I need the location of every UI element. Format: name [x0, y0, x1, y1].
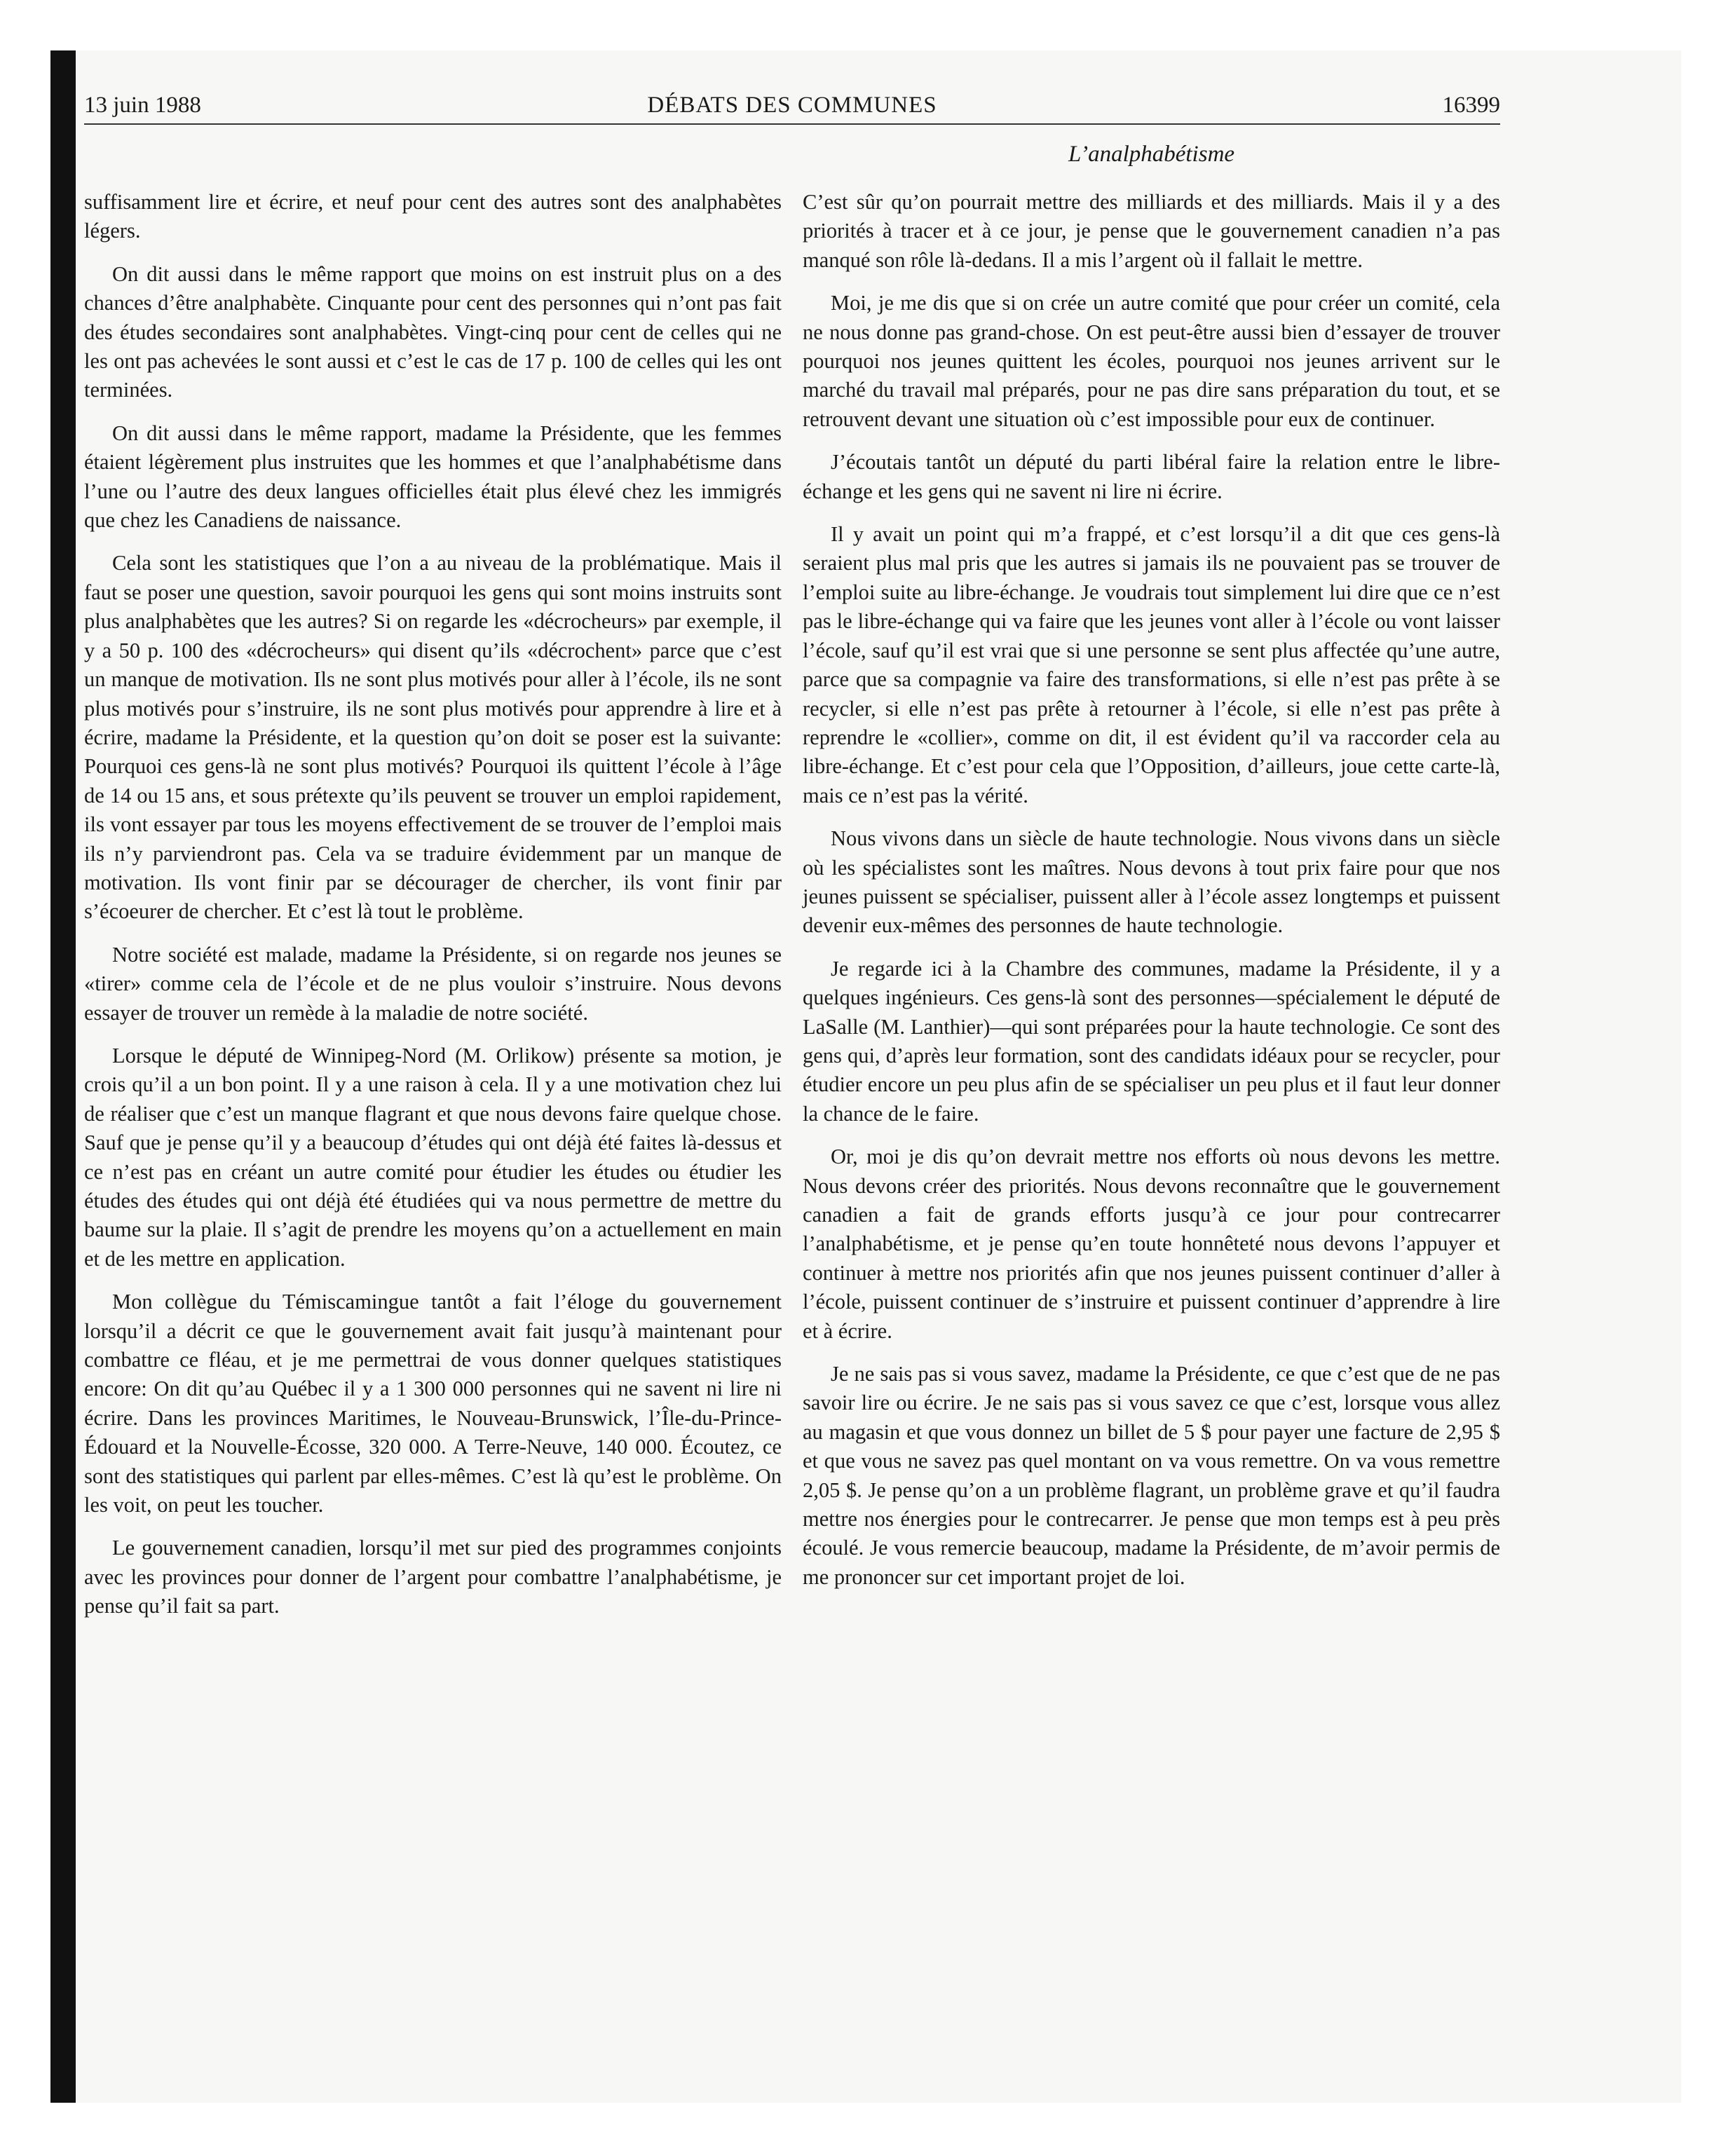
scan-edge-bar	[50, 50, 76, 2103]
paragraph: Or, moi je dis qu’on devrait mettre nos efforts où nous devons les mettre. Nous devons créer des priorités. Nous devons reconnaître que le gouvernement canadien a fait de grands efforts jusqu’à ce jour pour contrecarrer l’analphabétisme, et je pense qu’en toute honnêteté nous devons l’appuyer et continuer à mettre nos priorités afin que nos jeunes puissent continuer d’aller à l’école, puissent continuer de s’instruire et puissent continuer d’apprendre à lire et à écrire.	[803, 1145, 1500, 1343]
paragraph: Je ne sais pas si vous savez, madame la Présidente, ce que c’est que de ne pas savoir lire ou écrire. Je ne sais pas si vous savez ce que c’est, lorsque vous allez au magasin et que vous donnez un billet de 5 $ pour payer une facture de 2,95 $ et que vous ne savez pas quel montant on va vous remettre. On va vous remettre 2,05 $. Je pense qu’on a un problème flagrant, un problème grave et qu’il faudra mettre nos énergies pour le contrecarrer. Je pense que mon temps est à peu près écoulé. Je vous remercie beaucoup, madame la Présidente, de m’avoir permis de me prononcer sur cet important projet de loi.	[803, 1362, 1500, 1589]
left-column	[84, 188, 782, 1635]
right-column	[803, 188, 1500, 1606]
subject-heading: L’analphabétisme	[1068, 142, 1235, 167]
paragraph: Nous vivons dans un siècle de haute technologie. Nous vivons dans un siècle où les spécialistes sont les maîtres. Nous devons à tout prix faire pour que nos jeunes puissent se spécialiser, puissent aller à l’école assez longtemps et puissent devenir eux-mêmes des personnes de haute technologie.	[803, 826, 1500, 938]
paragraph: Mon collègue du Témiscamingue tantôt a fait l’éloge du gouvernement lorsqu’il a décrit ce que le gouvernement avait fait jusqu’à maintenant pour combattre ce fléau, et je me permettrai de vous donner quelques statistiques encore: On dit qu’au Québec il y a 1 300 000 personnes qui ne savent ni lire ni écrire. Dans les provinces Maritimes, le Nouveau-Brunswick, l’Île-du-Prince-Édouard et la Nouvelle-Écosse, 320 000. A Terre-Neuve, 140 000. Écoutez, ce sont des statistiques qui parlent par elles-mêmes. C’est là qu’est le problème. On les voit, on peut les toucher.	[84, 1290, 782, 1517]
paragraph: Lorsque le député de Winnipeg-Nord (M. Orlikow) présente sa motion, je crois qu’il a un bon point. Il y a une raison à cela. Il y a une motivation chez lui de réaliser que c’est un manque flagrant et que nous devons faire quelque chose. Sauf que je pense qu’il y a beaucoup d’études qui ont déjà été faites là-dessus et ce n’est pas en créant un autre comité pour étudier les études ou étudier les études des études qui ont déjà été étudiées qui va nous permettre de mettre du baume sur la plaie. Il s’agit de prendre les moyens qu’on a actuellement en main et de les mettre en application.	[84, 1043, 782, 1271]
paragraph: Il y avait un point qui m’a frappé, et c’est lorsqu’il a dit que ces gens-là seraient plus mal pris que les autres si jamais ils ne pouvaient pas se trouver de l’emploi suite au libre-échange. Je voudrais tout simplement lui dire que ce n’est pas le libre-échange qui va faire que les jeunes vont aller à l’école ou vont laisser l’école, sauf qu’il est vrai que si une personne se sent plus affectée qu’une autre, parce que sa compagnie va faire des transformations, si elle n’est pas prête à se recycler, si elle n’est pas prête à retourner à l’école, si elle n’est pas prête à reprendre le «collier», comme on dit, il est évident qu’il va raccorder cela au libre-échange. Et c’est pour cela que l’Opposition, d’ailleurs, joue cette carte-là, mais ce n’est pas la vérité.	[803, 522, 1500, 807]
paragraph: C’est sûr qu’on pourrait mettre des milliards et des milliards. Mais il y a des priorités à tracer et à ce jour, je pense que le gouvernement canadien n’a pas manqué son rôle là-dedans. Il a mis l’argent où il fallait le mettre.	[803, 190, 1500, 272]
header-date: 13 juin 1988	[84, 93, 201, 118]
paragraph: On dit aussi dans le même rapport, madame la Présidente, que les femmes étaient légèrement plus instruites que les hommes et que l’analphabétisme dans l’une ou l’autre des deux langues officielles était plus élevé chez les immigrés que chez les Canadiens de naissance.	[84, 421, 782, 533]
page-header	[84, 91, 1500, 125]
paragraph: suffisamment lire et écrire, et neuf pour cent des autres sont des analphabètes légers.	[84, 190, 782, 243]
paragraph: Cela sont les statistiques que l’on a au niveau de la problématique. Mais il faut se poser une question, savoir pourquoi les gens qui sont moins instruits sont plus analphabètes que les autres? Si on regarde les «décrocheurs» par exemple, il y a 50 p. 100 des «décrocheurs» qui disent qu’ils «décrochent» parce que c’est un manque de motivation. Ils ne sont plus motivés pour aller à l’école, ils ne sont plus motivés pour s’instruire, ils ne sont plus motivés pour apprendre à lire et à écrire, madame la Présidente, et la question qu’on doit se poser est la suivante: Pourquoi ces gens-là ne sont plus motivés? Pourquoi ils quittent l’école à l’âge de 14 ou 15 ans, et sous prétexte qu’ils peuvent se trouver un emploi rapidement, ils vont essayer par tous les moyens effectivement de se trouver de l’emploi mais ils n’y parviendront pas. Cela va se traduire évidemment par un manque de motivation. Ils vont finir par se décourager de chercher, ils vont finir par s’écoeurer de chercher. Et c’est là tout le problème.	[84, 551, 782, 924]
paragraph: Je regarde ici à la Chambre des communes, madame la Présidente, il y a quelques ingénieurs. Ces gens-là sont des personnes—spécialement le député de LaSalle (M. Lanthier)—qui sont préparées pour la haute technologie. Ce sont des gens qui, d’après leur formation, sont des candidats idéaux pour se recycler, pour étudier encore un peu plus afin de se spécialiser un peu plus et il faut leur donner la chance de le faire.	[803, 956, 1500, 1126]
paragraph: Le gouvernement canadien, lorsqu’il met sur pied des programmes conjoints avec les provinces pour donner de l’argent pour combattre l’analphabétisme, je pense qu’il fait sa part.	[84, 1536, 782, 1618]
header-title: DÉBATS DES COMMUNES	[647, 93, 937, 118]
paragraph: Moi, je me dis que si on crée un autre comité que pour créer un comité, cela ne nous donne pas grand-chose. On est peut-être aussi bien d’essayer de trouver pourquoi nos jeunes quittent les écoles, pourquoi nos jeunes arrivent sur le marché du travail mal préparés, pour ne pas dire sans préparation du tout, et se retrouvent devant une situation où c’est impossible pour eux de continuer.	[803, 291, 1500, 431]
paragraph: Notre société est malade, madame la Présidente, si on regarde nos jeunes se «tirer» comme cela de l’école et de ne plus vouloir s’instruire. Nous devons essayer de trouver un remède à la maladie de notre société.	[84, 942, 782, 1025]
paragraph: On dit aussi dans le même rapport que moins on est instruit plus on a des chances d’être analphabète. Cinquante pour cent des personnes qui n’ont pas fait des études secondaires sont analphabètes. Vingt-cinq pour cent de celles qui ne les ont pas achevées le sont aussi et c’est le cas de 17 p. 100 de celles qui les ont terminées.	[84, 261, 782, 402]
paragraph: J’écoutais tantôt un député du parti libéral faire la relation entre le libre-échange et les gens qui ne savent ni lire ni écrire.	[803, 450, 1500, 503]
header-page-number: 16399	[1442, 93, 1500, 118]
